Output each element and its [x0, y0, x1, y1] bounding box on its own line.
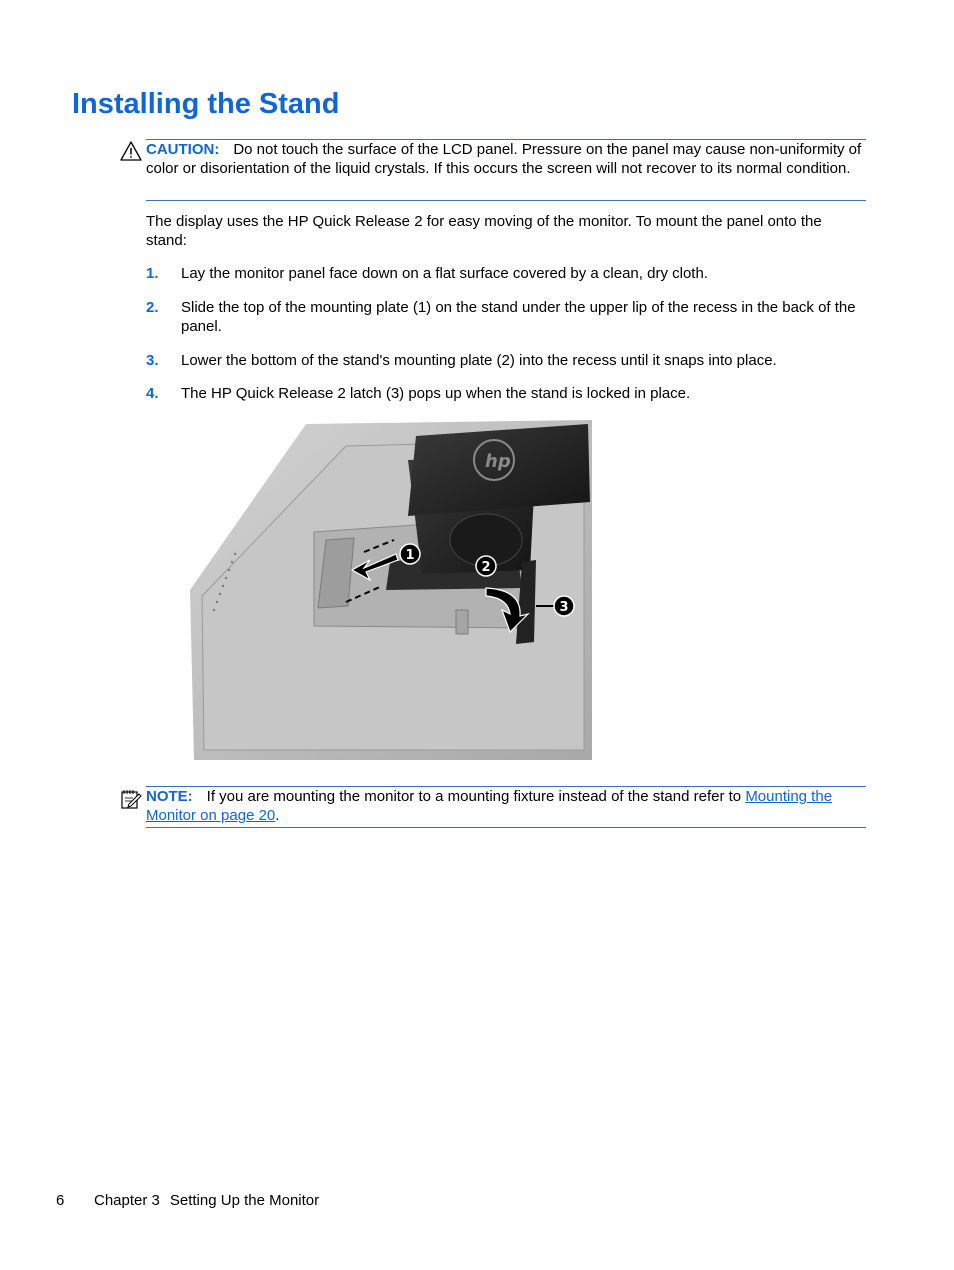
page-number: 6 — [56, 1192, 65, 1209]
note-text: If you are mounting the monitor to a mounting fixture instead of the stand refer to — [206, 788, 746, 805]
step-number: 1. — [146, 265, 159, 282]
step-text: The HP Quick Release 2 latch (3) pops up when the stand is locked in place. — [181, 385, 691, 402]
list-item — [146, 384, 690, 403]
note-label: NOTE: — [146, 788, 193, 805]
mounting-monitor-link[interactable]: Mounting the Monitor on page 20 — [146, 788, 833, 824]
step-text: Lower the bottom of the stand's mounting plate (2) into the recess until it snaps into place. — [181, 352, 777, 369]
note-end: . — [275, 807, 280, 824]
warning-triangle-icon — [120, 141, 142, 161]
stand-installation-illustration — [186, 420, 592, 762]
page-footer — [56, 1192, 319, 1209]
step-number: 3. — [146, 352, 159, 369]
intro-paragraph: The display uses the HP Quick Release 2 for easy moving of the monitor. To mount the panel onto the stand: — [146, 213, 822, 249]
list-item — [146, 264, 708, 283]
callout-badge-2 — [476, 556, 496, 576]
chapter-title: Setting Up the Monitor — [169, 1192, 320, 1209]
callout-number: 3 — [559, 600, 569, 615]
step-number: 4. — [146, 385, 159, 402]
callout-number: 1 — [405, 548, 415, 563]
callout-number: 2 — [481, 560, 491, 575]
note-callout — [146, 786, 866, 828]
caution-text: Do not touch the surface of the LCD panel. Pressure on the panel may cause non-uniformity of color or disorientation of the liquid crystals. If this occurs the screen will not recover to its normal condition. — [146, 141, 862, 177]
list-item — [146, 298, 866, 336]
step-number: 2. — [146, 299, 159, 316]
list-item — [146, 351, 777, 370]
step-text: Lay the monitor panel face down on a flat surface covered by a clean, dry cloth. — [181, 265, 708, 282]
caution-callout — [146, 139, 866, 201]
hp-logo-text: hp — [485, 451, 511, 472]
caution-label: CAUTION: — [146, 141, 220, 158]
chapter-label: Chapter 3 — [94, 1192, 160, 1209]
page-title: Installing the Stand — [72, 88, 340, 120]
callout-badge-3 — [554, 596, 574, 616]
note-pad-icon — [120, 788, 142, 810]
step-text: Slide the top of the mounting plate (1) on the stand under the upper lip of the recess in the back of the panel. — [181, 299, 856, 335]
callout-badge-1 — [400, 544, 420, 564]
